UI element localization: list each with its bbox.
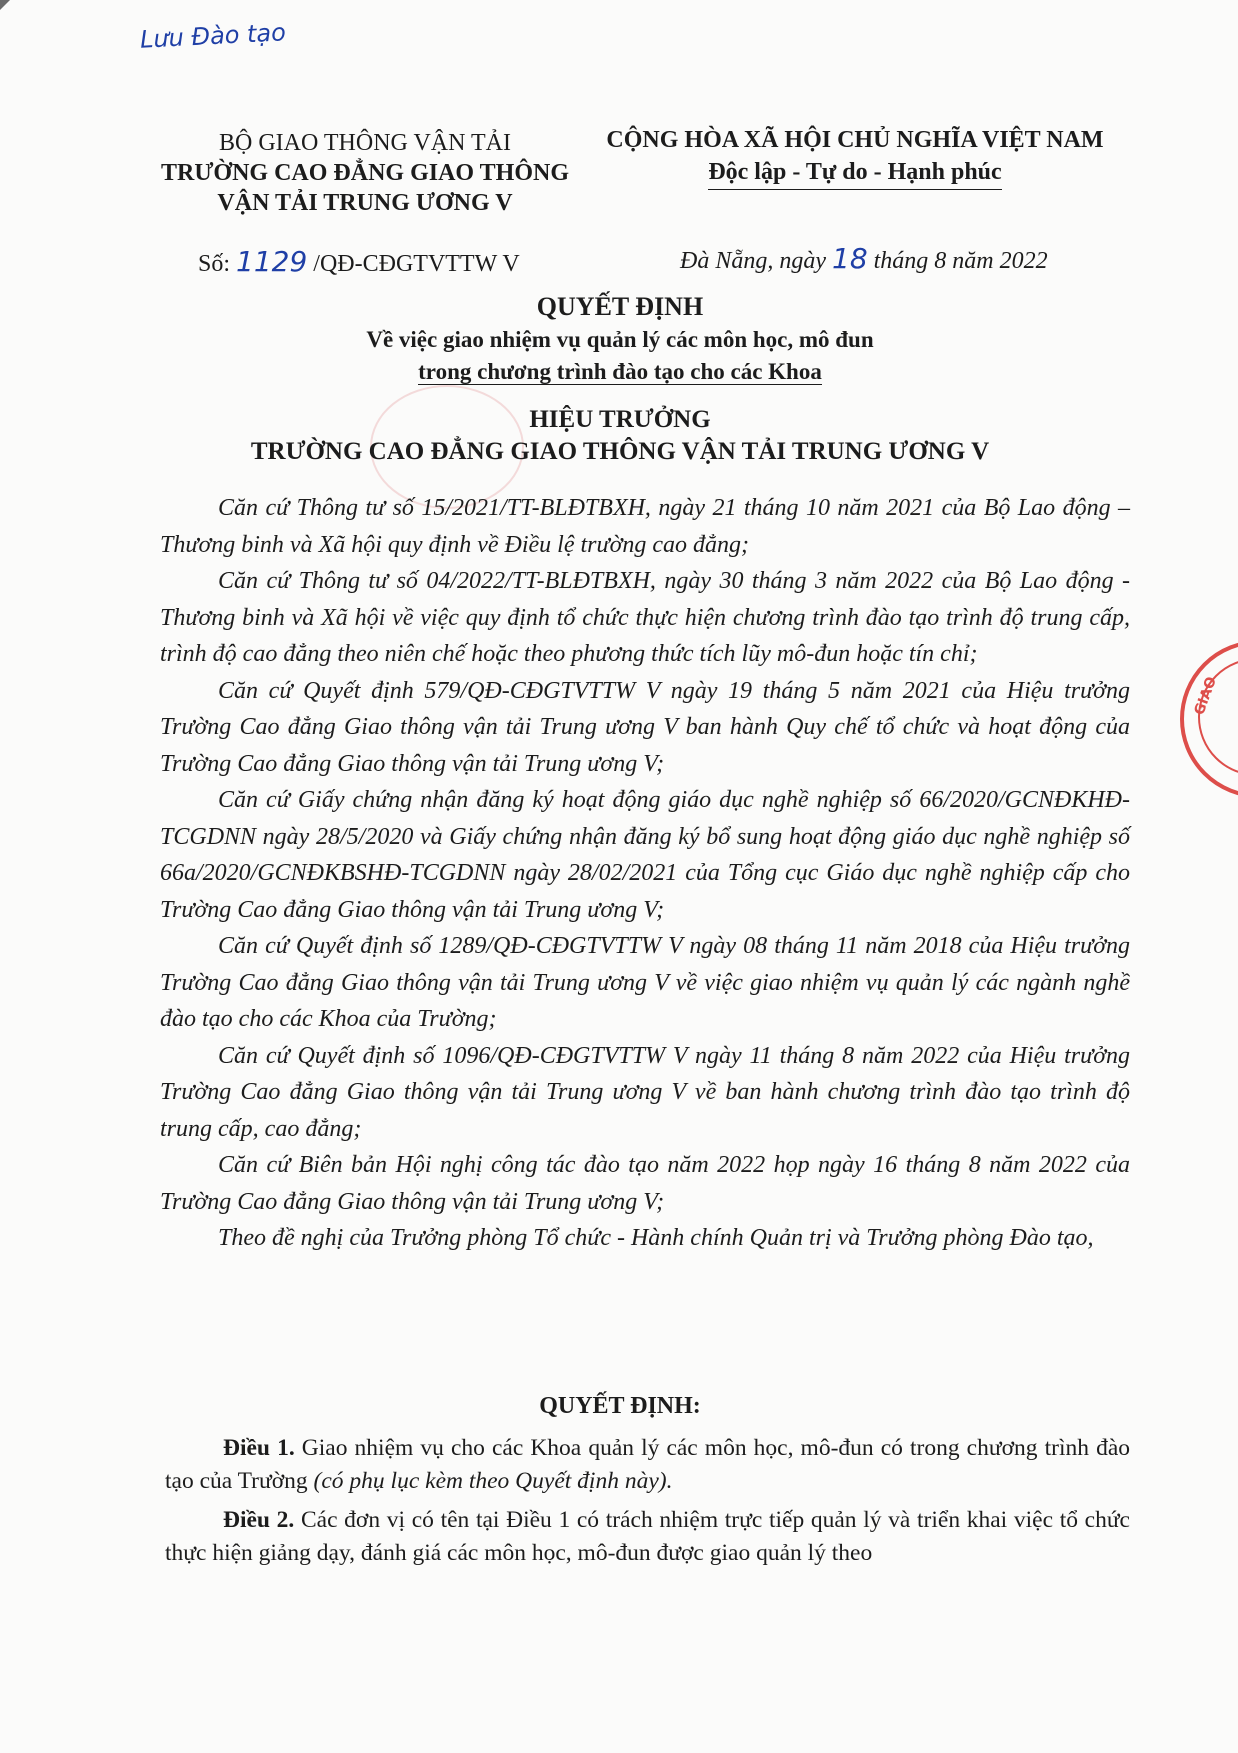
date-suffix: tháng 8 năm 2022 — [873, 248, 1048, 274]
document-subtitle-line1: Về việc giao nhiệm vụ quản lý các môn học, mô đun — [366, 327, 874, 352]
place-and-date — [680, 242, 1048, 275]
doc-number-prefix: Số: — [198, 251, 231, 277]
scan-corner-mark — [0, 0, 10, 10]
preamble-paragraph: Căn cứ Biên bản Hội nghị công tác đào tạo năm 2022 họp ngày 16 tháng 8 năm 2022 của Trường Cao đẳng Giao thông vận tải Trung ương V; — [160, 1152, 1130, 1215]
article-label: Điều 1. — [223, 1435, 295, 1461]
preamble — [160, 490, 1130, 1257]
ministry-name: BỘ GIAO THÔNG VẬN TẢI — [219, 130, 511, 156]
republic-name: CỘNG HÒA XÃ HỘI CHỦ NGHĨA VIỆT NAM — [606, 127, 1104, 153]
national-header — [585, 124, 1125, 190]
document-title: QUYẾT ĐỊNH — [536, 292, 704, 321]
article-2 — [165, 1504, 1130, 1570]
preamble-paragraph: Căn cứ Quyết định số 1289/QĐ-CĐGTVTTW V ngày 08 tháng 11 năm 2018 của Hiệu trưởng Trường Cao đẳng Giao thông vận tải Trung ương V về việc giao nhiệm vụ quản lý các ngành nghề đào tạo cho các Khoa của Trường; — [160, 933, 1130, 1032]
preamble-paragraph: Căn cứ Quyết định 579/QĐ-CĐGTVTTW V ngày 19 tháng 5 năm 2021 của Hiệu trưởng Trường Cao đẳng Giao thông vận tải Trung ương V ban hành Quy chế tổ chức và hoạt động của Trường Cao đẳng Giao thông vận tải Trung ương V; — [160, 677, 1130, 777]
handwritten-note: Lưu Đào tạo — [139, 18, 287, 54]
articles — [165, 1432, 1130, 1576]
title-block — [120, 290, 1120, 468]
preamble-paragraph: Căn cứ Thông tư số 04/2022/TT-BLĐTBXH, ngày 30 tháng 3 năm 2022 của Bộ Lao động - Thương binh và Xã hội về việc quy định tổ chức thực hiện chương trình đào tạo trình độ trung cấp, trình độ cao đẳng theo niên chế hoặc theo phương thức tích lũy mô-đun hoặc tín chỉ; — [160, 568, 1130, 667]
article-text: Các đơn vị có tên tại Điều 1 có trách nhiệm trực tiếp quản lý và triển khai việc tổ chức thực hiện giảng dạy, đánh giá các môn học, mô-đun được giao quản lý theo — [165, 1507, 1130, 1566]
school-name-line2: VẬN TẢI TRUNG ƯƠNG V — [217, 190, 513, 216]
preamble-paragraph: Căn cứ Quyết định số 1096/QĐ-CĐGTVTTW V ngày 11 tháng 8 năm 2022 của Hiệu trưởng Trường Cao đẳng Giao thông vận tải Trung ương V về ban hành chương trình đào tạo trình độ trung cấp, cao đẳng; — [160, 1042, 1130, 1142]
national-motto: Độc lập - Tự do - Hạnh phúc — [708, 156, 1001, 190]
article-label: Điều 2. — [223, 1507, 295, 1533]
document-subtitle-line2 — [120, 356, 1120, 388]
authority-line2: TRƯỜNG CAO ĐẲNG GIAO THÔNG VẬN TẢI TRUNG ƯƠNG V — [250, 438, 990, 465]
article-note: (có phụ lục kèm theo Quyết định này). — [313, 1468, 673, 1494]
decision-heading: QUYẾT ĐỊNH: — [539, 1393, 701, 1419]
preamble-paragraph: Theo đề nghị của Trưởng phòng Tổ chức - Hành chính Quản trị và Trưởng phòng Đào tạo, — [218, 1225, 1094, 1251]
school-name-line1: TRƯỜNG CAO ĐẲNG GIAO THÔNG — [160, 160, 570, 186]
issuer-header — [120, 128, 610, 218]
authority-line1: HIỆU TRƯỞNG — [529, 406, 711, 433]
doc-number-handwritten: 1129 — [236, 245, 308, 278]
preamble-paragraph: Căn cứ Thông tư số 15/2021/TT-BLĐTBXH, ngày 21 tháng 10 năm 2021 của Bộ Lao động – Thương binh và Xã hội quy định về Điều lệ trường cao đẳng; — [160, 495, 1130, 558]
preamble-paragraph: Căn cứ Giấy chứng nhận đăng ký hoạt động giáo dục nghề nghiệp số 66/2020/GCNĐKHĐ-TCGDNN ngày 28/5/2020 và Giấy chứng nhận đăng ký bổ sung hoạt động giáo dục nghề nghiệp số 66a/2020/GCNĐKBSHĐ-TCGDNN ngày 28/02/2021 của Tổng cục Giáo dục nghề nghiệp cấp cho Trường Cao đẳng Giao thông vận tải Trung ương V; — [160, 787, 1130, 923]
doc-number-suffix: /QĐ-CĐGTVTTW V — [313, 251, 520, 277]
date-day-handwritten: 18 — [832, 242, 868, 275]
article-1 — [165, 1432, 1130, 1498]
article-text: Giao nhiệm vụ cho các Khoa quản lý các môn học, mô-đun có trong chương trình đào tạo của Trường — [165, 1435, 1131, 1494]
document-number — [198, 245, 520, 278]
date-prefix: Đà Nẵng, ngày — [680, 248, 826, 274]
seal-text: GIAO — [1191, 674, 1220, 718]
red-seal — [1180, 640, 1238, 798]
subtitle-line2-text: trong chương trình đào tạo cho các Khoa — [418, 359, 822, 384]
